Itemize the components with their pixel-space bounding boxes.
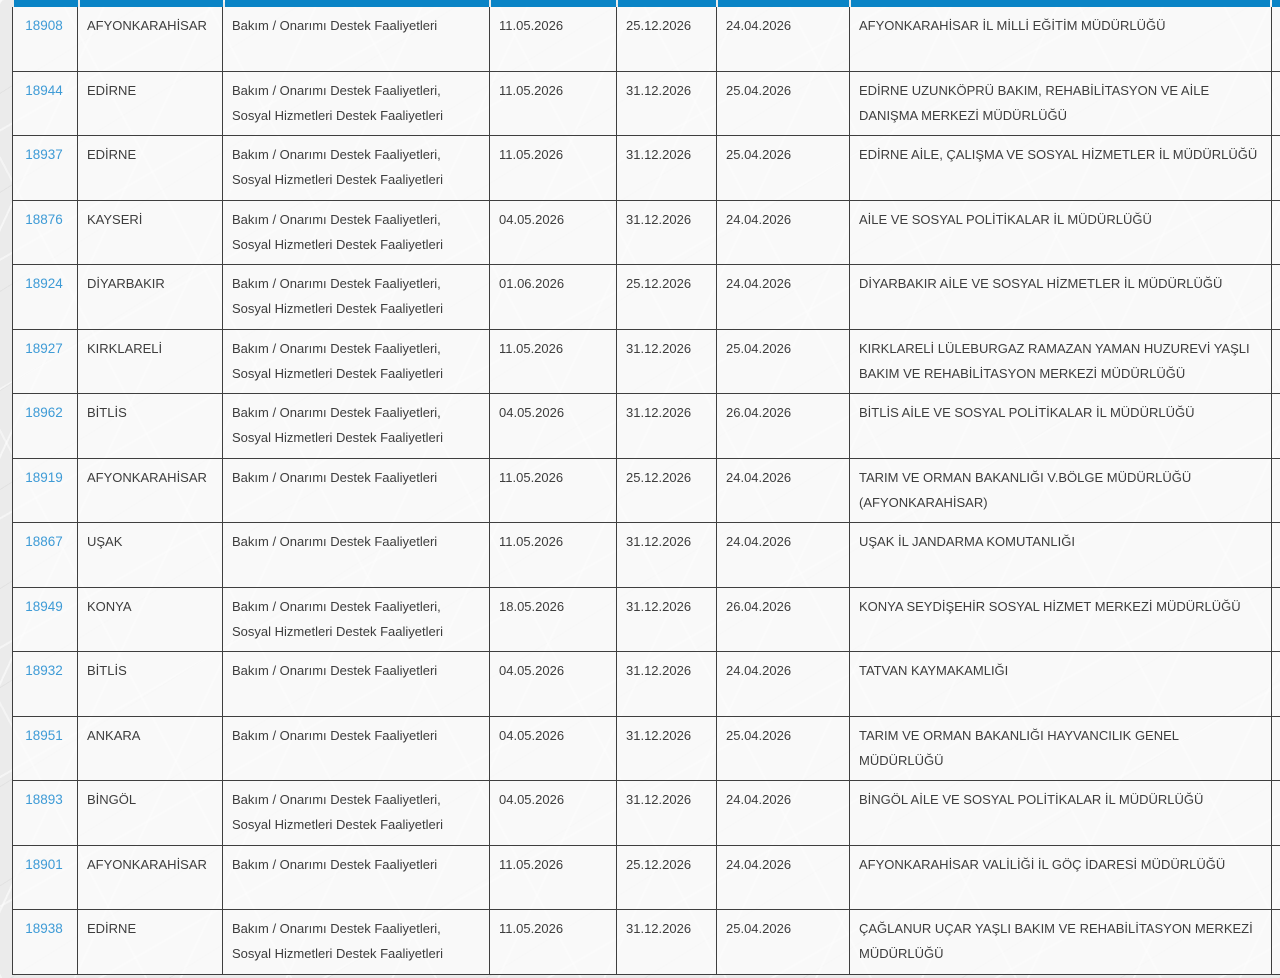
extra-column-sliver [1272, 588, 1280, 652]
table-row [12, 652, 1280, 717]
start-date-cell: 11.05.2026 [490, 136, 617, 200]
organization-cell: AFYONKARAHİSAR İL MİLLİ EĞİTİM MÜDÜRLÜĞÜ [850, 7, 1272, 71]
city-cell: AFYONKARAHİSAR [78, 459, 223, 523]
table-row [12, 588, 1280, 653]
third-date-cell: 25.04.2026 [717, 72, 850, 136]
header-strip-segment [618, 0, 716, 7]
third-date-cell: 25.04.2026 [717, 910, 850, 974]
table-row [12, 394, 1280, 459]
id-cell [12, 781, 78, 845]
extra-column-sliver [1272, 846, 1280, 910]
extra-column-sliver [1272, 652, 1280, 716]
header-strip-segment [80, 0, 223, 7]
listing-id-link[interactable]: 18927 [25, 340, 63, 356]
table-row [12, 265, 1280, 330]
start-date-cell: 04.05.2026 [490, 781, 617, 845]
end-date-cell: 31.12.2026 [617, 717, 717, 781]
listing-id-link[interactable]: 18876 [25, 211, 63, 227]
extra-column-sliver [1272, 136, 1280, 200]
id-cell [12, 910, 78, 974]
third-date-cell: 25.04.2026 [717, 330, 850, 394]
city-cell: EDİRNE [78, 72, 223, 136]
end-date-cell: 31.12.2026 [617, 910, 717, 974]
end-date-cell: 25.12.2026 [617, 7, 717, 71]
listing-id-link[interactable]: 18901 [25, 856, 63, 872]
id-cell [12, 201, 78, 265]
extra-column-sliver [1272, 7, 1280, 71]
id-cell [12, 265, 78, 329]
id-cell [12, 717, 78, 781]
table-row [12, 910, 1280, 975]
organization-cell: EDİRNE AİLE, ÇALIŞMA VE SOSYAL HİZMETLER İL MÜDÜRLÜĞÜ [850, 136, 1272, 200]
id-cell [12, 7, 78, 71]
start-date-cell: 04.05.2026 [490, 201, 617, 265]
listing-id-link[interactable]: 18944 [25, 82, 63, 98]
table-row [12, 201, 1280, 266]
end-date-cell: 25.12.2026 [617, 265, 717, 329]
id-cell [12, 330, 78, 394]
third-date-cell: 24.04.2026 [717, 265, 850, 329]
organization-cell: TARIM VE ORMAN BAKANLIĞI V.BÖLGE MÜDÜRLÜĞÜ (AFYONKARAHİSAR) [850, 459, 1272, 523]
organization-cell: AFYONKARAHİSAR VALİLİĞİ İL GÖÇ İDARESİ MÜDÜRLÜĞÜ [850, 846, 1272, 910]
listings-table [12, 0, 1280, 975]
table-header-strip [14, 0, 1280, 7]
organization-cell: KIRKLARELİ LÜLEBURGAZ RAMAZAN YAMAN HUZUREVİ YAŞLI BAKIM VE REHABİLİTASYON MERKEZİ MÜDÜRLÜĞÜ [850, 330, 1272, 394]
third-date-cell: 26.04.2026 [717, 394, 850, 458]
third-date-cell: 25.04.2026 [717, 136, 850, 200]
third-date-cell: 24.04.2026 [717, 523, 850, 587]
activities-cell: Bakım / Onarımı Destek Faaliyetleri, Sosyal Hizmetleri Destek Faaliyetleri [223, 72, 490, 136]
id-cell [12, 459, 78, 523]
extra-column-sliver [1272, 910, 1280, 974]
table-row [12, 72, 1280, 137]
table-body [12, 7, 1280, 975]
table-row [12, 7, 1280, 72]
third-date-cell: 26.04.2026 [717, 588, 850, 652]
table-row [12, 717, 1280, 782]
city-cell: BİTLİS [78, 394, 223, 458]
activities-cell: Bakım / Onarımı Destek Faaliyetleri, Sosyal Hizmetleri Destek Faaliyetleri [223, 330, 490, 394]
start-date-cell: 11.05.2026 [490, 846, 617, 910]
extra-column-sliver [1272, 265, 1280, 329]
third-date-cell: 24.04.2026 [717, 201, 850, 265]
start-date-cell: 11.05.2026 [490, 523, 617, 587]
header-strip-segment [225, 0, 490, 7]
organization-cell: DİYARBAKIR AİLE VE SOSYAL HİZMETLER İL MÜDÜRLÜĞÜ [850, 265, 1272, 329]
end-date-cell: 31.12.2026 [617, 136, 717, 200]
city-cell: UŞAK [78, 523, 223, 587]
table-row [12, 523, 1280, 588]
id-cell [12, 588, 78, 652]
header-strip-segment [491, 0, 616, 7]
header-strip-segment [1272, 0, 1280, 7]
table-row [12, 459, 1280, 524]
table-row [12, 846, 1280, 911]
activities-cell: Bakım / Onarımı Destek Faaliyetleri, Sosyal Hizmetleri Destek Faaliyetleri [223, 910, 490, 974]
end-date-cell: 31.12.2026 [617, 588, 717, 652]
city-cell: EDİRNE [78, 910, 223, 974]
extra-column-sliver [1272, 523, 1280, 587]
extra-column-sliver [1272, 72, 1280, 136]
city-cell: KONYA [78, 588, 223, 652]
end-date-cell: 31.12.2026 [617, 781, 717, 845]
activities-cell: Bakım / Onarımı Destek Faaliyetleri, Sosyal Hizmetleri Destek Faaliyetleri [223, 394, 490, 458]
extra-column-sliver [1272, 781, 1280, 845]
start-date-cell: 04.05.2026 [490, 717, 617, 781]
id-cell [12, 652, 78, 716]
start-date-cell: 11.05.2026 [490, 330, 617, 394]
activities-cell: Bakım / Onarımı Destek Faaliyetleri [223, 652, 490, 716]
header-strip-segment [718, 0, 849, 7]
listing-id-link[interactable]: 18962 [25, 405, 63, 420]
city-cell: ANKARA [78, 717, 223, 781]
listing-id-link[interactable]: 18932 [25, 663, 63, 678]
listing-id-link[interactable]: 18924 [25, 276, 63, 291]
activities-cell: Bakım / Onarımı Destek Faaliyetleri, Sosyal Hizmetleri Destek Faaliyetleri [223, 588, 490, 652]
listing-id-link[interactable]: 18938 [25, 921, 63, 936]
extra-column-sliver [1272, 717, 1280, 781]
id-cell [12, 136, 78, 200]
extra-column-sliver [1272, 394, 1280, 458]
listing-id-link[interactable]: 18949 [25, 598, 63, 614]
end-date-cell: 31.12.2026 [617, 330, 717, 394]
activities-cell: Bakım / Onarımı Destek Faaliyetleri [223, 7, 490, 71]
table-row [12, 781, 1280, 846]
id-cell [12, 523, 78, 587]
third-date-cell: 25.04.2026 [717, 717, 850, 781]
activities-cell: Bakım / Onarımı Destek Faaliyetleri [223, 846, 490, 910]
id-cell [12, 846, 78, 910]
listing-id-link[interactable]: 18893 [25, 792, 63, 807]
activities-cell: Bakım / Onarımı Destek Faaliyetleri [223, 523, 490, 587]
organization-cell: KONYA SEYDİŞEHİR SOSYAL HİZMET MERKEZİ MÜDÜRLÜĞÜ [850, 588, 1272, 652]
city-cell: AFYONKARAHİSAR [78, 7, 223, 71]
id-cell [12, 394, 78, 458]
end-date-cell: 31.12.2026 [617, 523, 717, 587]
organization-cell: ÇAĞLANUR UÇAR YAŞLI BAKIM VE REHABİLİTASYON MERKEZİ MÜDÜRLÜĞÜ [850, 910, 1272, 974]
end-date-cell: 31.12.2026 [617, 201, 717, 265]
city-cell: AFYONKARAHİSAR [78, 846, 223, 910]
activities-cell: Bakım / Onarımı Destek Faaliyetleri, Sosyal Hizmetleri Destek Faaliyetleri [223, 781, 490, 845]
city-cell: EDİRNE [78, 136, 223, 200]
organization-cell: UŞAK İL JANDARMA KOMUTANLIĞI [850, 523, 1272, 587]
activities-cell: Bakım / Onarımı Destek Faaliyetleri [223, 459, 490, 523]
activities-cell: Bakım / Onarımı Destek Faaliyetleri, Sosyal Hizmetleri Destek Faaliyetleri [223, 136, 490, 200]
third-date-cell: 24.04.2026 [717, 846, 850, 910]
extra-column-sliver [1272, 459, 1280, 523]
end-date-cell: 25.12.2026 [617, 459, 717, 523]
organization-cell: EDİRNE UZUNKÖPRÜ BAKIM, REHABİLİTASYON VE AİLE DANIŞMA MERKEZİ MÜDÜRLÜĞÜ [850, 72, 1272, 136]
end-date-cell: 25.12.2026 [617, 846, 717, 910]
third-date-cell: 24.04.2026 [717, 7, 850, 71]
city-cell: BİTLİS [78, 652, 223, 716]
city-cell: KIRKLARELİ [78, 330, 223, 394]
extra-column-sliver [1272, 201, 1280, 265]
table-row [12, 136, 1280, 201]
end-date-cell: 31.12.2026 [617, 72, 717, 136]
activities-cell: Bakım / Onarımı Destek Faaliyetleri, Sosyal Hizmetleri Destek Faaliyetleri [223, 201, 490, 265]
start-date-cell: 11.05.2026 [490, 459, 617, 523]
header-strip-segment [851, 0, 1270, 7]
third-date-cell: 24.04.2026 [717, 652, 850, 716]
extra-column-sliver [1272, 330, 1280, 394]
activities-cell: Bakım / Onarımı Destek Faaliyetleri, Sosyal Hizmetleri Destek Faaliyetleri [223, 265, 490, 329]
organization-cell: BİNGÖL AİLE VE SOSYAL POLİTİKALAR İL MÜDÜRLÜĞÜ [850, 781, 1272, 845]
listing-id-link[interactable]: 18908 [25, 18, 63, 33]
organization-cell: TARIM VE ORMAN BAKANLIĞI HAYVANCILIK GENEL MÜDÜRLÜĞÜ [850, 717, 1272, 781]
third-date-cell: 24.04.2026 [717, 459, 850, 523]
listing-id-link[interactable]: 18937 [25, 147, 63, 162]
table-row [12, 330, 1280, 395]
listing-id-link[interactable]: 18867 [25, 534, 63, 549]
third-date-cell: 24.04.2026 [717, 781, 850, 845]
start-date-cell: 11.05.2026 [490, 7, 617, 71]
id-cell [12, 72, 78, 136]
start-date-cell: 18.05.2026 [490, 588, 617, 652]
start-date-cell: 04.05.2026 [490, 652, 617, 716]
start-date-cell: 01.06.2026 [490, 265, 617, 329]
organization-cell: AİLE VE SOSYAL POLİTİKALAR İL MÜDÜRLÜĞÜ [850, 201, 1272, 265]
city-cell: BİNGÖL [78, 781, 223, 845]
organization-cell: TATVAN KAYMAKAMLIĞI [850, 652, 1272, 716]
end-date-cell: 31.12.2026 [617, 394, 717, 458]
start-date-cell: 04.05.2026 [490, 394, 617, 458]
city-cell: DİYARBAKIR [78, 265, 223, 329]
header-strip-segment [14, 0, 78, 7]
start-date-cell: 11.05.2026 [490, 72, 617, 136]
start-date-cell: 11.05.2026 [490, 910, 617, 974]
end-date-cell: 31.12.2026 [617, 652, 717, 716]
city-cell: KAYSERİ [78, 201, 223, 265]
organization-cell: BİTLİS AİLE VE SOSYAL POLİTİKALAR İL MÜDÜRLÜĞÜ [850, 394, 1272, 458]
activities-cell: Bakım / Onarımı Destek Faaliyetleri [223, 717, 490, 781]
listing-id-link[interactable]: 18919 [25, 469, 63, 485]
listing-id-link[interactable]: 18951 [25, 727, 63, 743]
